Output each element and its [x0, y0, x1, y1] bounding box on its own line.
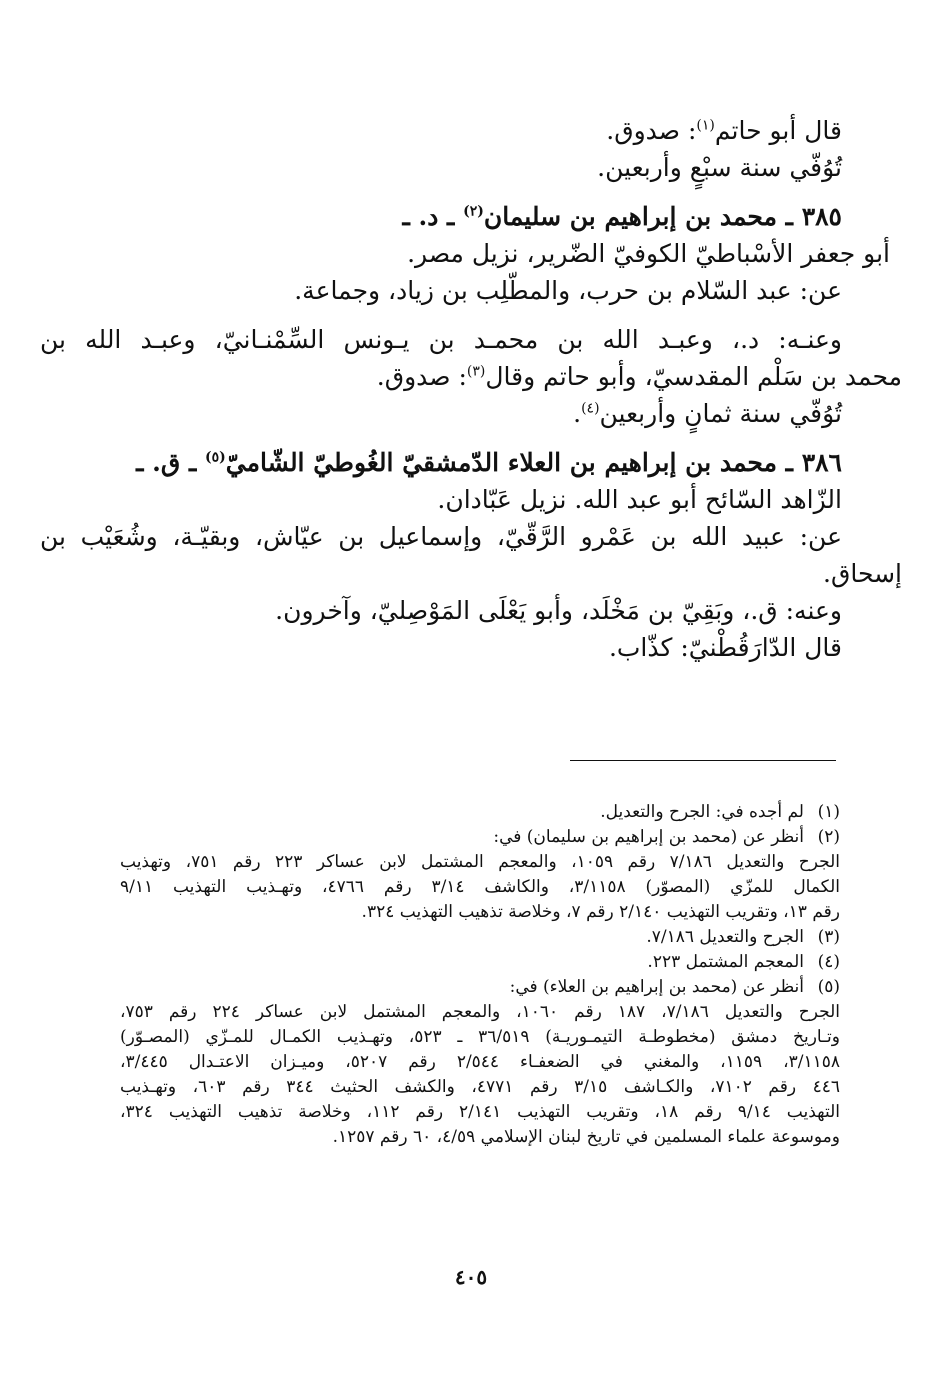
entry-heading-385: ٣٨٥ ـ محمد بن إبراهيم بن سليمان$^{(٢)}$ ـ د. ـ: [402, 202, 842, 231]
footnote-ref[interactable]: (١): [696, 117, 715, 134]
footnote-4: [120, 950, 840, 975]
footnote-1: [120, 800, 840, 825]
main-text: [40, 112, 902, 666]
footnote-5-sources: [120, 1000, 840, 1150]
footnote-5: [120, 975, 840, 1000]
footnote-3: [120, 925, 840, 950]
text-line: الزّاهد السّائح أبو عبد الله. نزيل عَبّادان.: [437, 485, 842, 514]
footnote-line: التهذيب ٩/١٤ رقم ١٨، وتقريب التهذيب ٢/١٤١ رقم ١١٢، وخلاصة تذهيب التهذيب ٣٢٤،: [120, 1102, 840, 1122]
footnote-ref[interactable]: (٥): [205, 449, 226, 466]
text-line: عن: عبيد الله بن عَمْرو الرَّقّيّ، وإسماعيل بن عيّاش، وبقيّـة، وشُعَيْب بن: [40, 522, 842, 551]
text-line: تُوُفّي سنة سبْعٍ وأربعين.: [597, 153, 842, 182]
footnote-line: رقم ١٣، وتقريب التهذيب ٢/١٤٠ رقم ٧، وخلاصة تذهيب التهذيب ٣٢٤.: [361, 902, 840, 922]
footnote-number: (٢): [817, 827, 840, 847]
footnote-line: ٤٤٦ رقم ٧١٠٢، والكـاشف ٣/١٥ رقم ٤٧٧١، والكشف الحثيث ٣٤٤ رقم ٦٠٣، وتهـذيب: [120, 1077, 841, 1097]
text-line: إسحاق.: [823, 559, 902, 588]
footnote-line: الجرح والتعديل ٧/١٨٦ رقم ١٠٥٩، والمعجم المشتمل لابن عساكر ٢٢٣ رقم ٧٥١، وتهذيب: [120, 852, 840, 872]
footnote-number: (٤): [817, 952, 840, 972]
footnote-ref[interactable]: (٣): [466, 363, 486, 380]
footnote-ref[interactable]: (٤): [581, 400, 600, 417]
footnote-line: وموسوعة علماء المسلمين في تاريخ لبنان الإسلامي ٤/٥٩، ٦٠ رقم ١٢٥٧.: [332, 1127, 840, 1147]
text-line: تُوُفّي سنة ثمانٍ وأربعين$^{(٤)}$.: [573, 399, 842, 428]
footnote-line: ٣/١١٥٨، ١١٥٩، والمغني في الضعفـاء ٢/٥٤٤ رقم ٥٢٠٧، وميـزان الاعتـدال ٣/٤٤٥،: [120, 1052, 840, 1072]
entry-heading-386: ٣٨٦ ـ محمد بن إبراهيم بن العلاء الدّمشقيّ الغُوطيّ الشّاميّ$^{(٥)}$ ـ ق. ـ: [136, 448, 842, 477]
footnote-number: (٣): [817, 927, 840, 947]
footnote-number: (١): [817, 802, 840, 822]
footnote-text: الجرح والتعديل ٧/١٨٦.: [646, 927, 804, 947]
footnotes: [120, 800, 840, 1150]
text-line: محمد بن سَلْم المقدسيّ، وأبو حاتم وقال$^{(٣)}$: صدوق.: [376, 362, 902, 391]
footnote-line: وتـاريخ دمشق (مخطوطـة التيمـوريـة) ٣٦/٥١٩ ـ ٥٢٣، وتهـذيب الكمـال للمـزّي (المصـوّر): [120, 1027, 840, 1047]
footnote-text: المعجم المشتمل ٢٢٣.: [647, 952, 804, 972]
text-line: أبو جعفر الأسْباطيّ الكوفيّ الضّرير، نزيل مصر.: [407, 239, 890, 268]
text-line: وعنـه: د.، وعبـد الله بن محمـد بن يـونس السِّمْنـانيّ، وعبـد الله بن: [40, 325, 842, 354]
page-number: ٤٠٥: [454, 1265, 488, 1289]
footnote-text: أنظر عن (محمد بن إبراهيم بن العلاء) في:: [509, 977, 804, 997]
footnote-2-sources: [120, 850, 840, 925]
footnote-text: لم أجده في: الجرح والتعديل.: [600, 802, 804, 822]
text-line: وعنه: ق.، وبَقِيّ بن مَخْلَد، وأبو يَعْلَى المَوْصِليّ، وآخرون.: [275, 596, 842, 625]
footnote-ref[interactable]: (٢): [463, 203, 484, 220]
text-line: قال الدّارَقُطْنيّ: كذّاب.: [608, 633, 842, 662]
text-line: قال أبو حاتم$^{(١)}$: صدوق.: [606, 116, 842, 145]
footnote-line: الكمال للمزّي (المصوّر) ٣/١١٥٨، والكاشف ٣/١٤ رقم ٤٧٦٦، وتهـذيب التهذيب ٩/١١: [120, 877, 840, 897]
footnote-divider: [570, 760, 836, 761]
footnote-2: [120, 825, 840, 850]
footnote-text: أنظر عن (محمد بن إبراهيم بن سليمان) في:: [493, 827, 804, 847]
footnote-number: (٥): [817, 977, 840, 997]
footnote-line: الجرح والتعديل ٧/١٨٦، ١٨٧ رقم ١٠٦٠، والمعجم المشتمل لابن عساكر ٢٢٤ رقم ٧٥٣،: [120, 1002, 841, 1022]
text-line: عن: عبد السّلام بن حرب، والمطّلِب بن زياد، وجماعة.: [294, 276, 842, 305]
